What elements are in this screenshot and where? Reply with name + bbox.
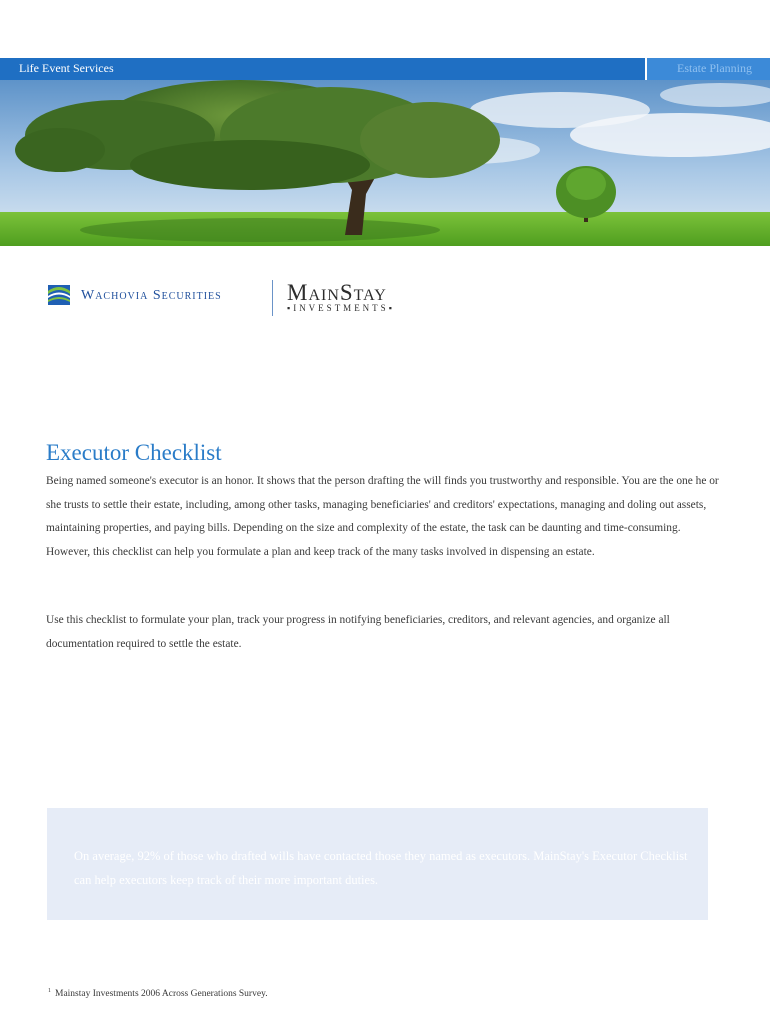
page-title: Executor Checklist [46, 440, 222, 465]
tree-landscape-image [0, 80, 770, 246]
statistic-callout-box [47, 808, 708, 920]
partner-logos [48, 280, 428, 320]
footnote-text: Mainstay Investments 2006 Across Generations Survey. [55, 989, 268, 1000]
mainstay-logo-text: MainStay [287, 280, 387, 305]
banner-label-estate-planning: Estate Planning [677, 61, 752, 75]
mainstay-investments-subtext: ▪INVESTMENTS▪ [287, 303, 395, 313]
footnote [48, 988, 268, 999]
intro-paragraph: Being named someone's executor is an honor. It shows that the person drafting the will finds you trustworthy and responsible. You are the one he or she trusts to settle their estate, including, among other tasks, managing beneficiaries' and creditors' expectations, managing and doling out assets, maintaining properties, and paying bills. Depending on the size and complexity of the estate, the task can be daunting and time-consuming. However, this checklist can help you formulate a plan and keep track of the many tasks involved in dispensing an estate. [46, 475, 719, 558]
wachovia-logo-icon [48, 285, 70, 310]
banner-label-life-event-services: Life Event Services [19, 61, 114, 75]
footnote-marker: 1 [48, 988, 51, 994]
callout-text: On average, 92% of those who drafted wills have contacted those they named as executors. MainStay's Executor Checklist can help executors keep track of their more important duties. [74, 849, 688, 887]
logo-divider [272, 280, 273, 316]
wachovia-securities-logo-text: Wachovia Securities [81, 288, 222, 303]
usage-paragraph: Use this checklist to formulate your plan, track your progress in notifying beneficiaries, creditors, and relevant agencies, and organize all documentation required to settle the estate. [46, 614, 670, 650]
top-banner [0, 58, 770, 80]
